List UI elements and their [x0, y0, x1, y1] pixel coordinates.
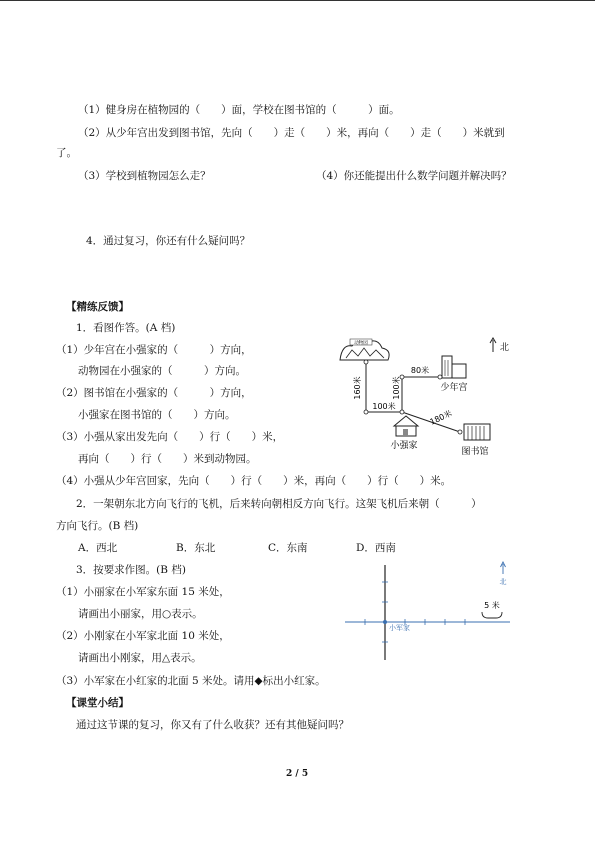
home-label: 小强家	[390, 441, 418, 451]
distance-80: 80米	[410, 366, 430, 375]
review-q2-line2: 了。	[56, 147, 77, 159]
library-icon	[464, 424, 490, 440]
summary-text: 通过这节课的复习，你又有了什么收获？还有其他疑问吗？	[76, 719, 349, 731]
map-diagram-2	[340, 560, 520, 665]
p1-3-line2: 再向（ ）行（ ）米到动物园。	[78, 453, 257, 465]
p3-1-line2: 请画出小丽家，用○表示。	[78, 608, 203, 620]
p2-option-a: A．西北	[78, 542, 118, 554]
p1-2-line1: （2）图书馆在小强家的（ ）方向，	[56, 387, 252, 399]
p1-2-line2: 小强家在图书馆的（ ）方向。	[78, 409, 236, 421]
p3-1-line1: （1）小丽家在小军家东面 15 米处，	[56, 586, 230, 598]
summary-heading: 【课堂小结】	[66, 697, 129, 709]
map-diagram-1	[330, 330, 530, 460]
review-q2-line1: （2）从少年宫出发到图书馆，先向（ ）走（ ）米，再向（ ）走（ ）米就到	[78, 127, 505, 139]
p3-2-line1: （2）小刚家在小军家北面 10 米处，	[56, 630, 230, 642]
north-label: 北	[500, 343, 510, 353]
north-arrow-icon	[490, 338, 496, 352]
origin-label: 小军家	[389, 624, 410, 632]
north-arrow-icon	[501, 562, 506, 574]
house-icon	[394, 416, 418, 436]
p1-1-line1: （1）少年宫在小强家的（ ）方向，	[56, 344, 252, 356]
review-q4: （4）你还能提出什么数学问题并解决吗？	[316, 170, 512, 182]
distance-100-vertical: 100米	[392, 376, 401, 400]
p1-1-line2: 动物园在小强家的（ ）方向。	[78, 365, 246, 377]
p1-3-line1: （3）小强从家出发先向（ ）行（ ）米，	[56, 431, 284, 443]
zoo-label: 动物园	[354, 341, 368, 346]
youth-palace-icon	[442, 356, 466, 378]
youth-palace-label: 少年宫	[440, 383, 468, 393]
p1-title: 1．看图作答。(A 档)	[76, 322, 176, 334]
p3-2-line2: 请画出小刚家，用△表示。	[78, 652, 202, 664]
library-label: 图书馆	[461, 447, 489, 457]
distance-160: 160米	[353, 376, 362, 400]
review-q1: （1）健身房在植物园的（ ）面，学校在图书馆的（ ）面。	[78, 104, 400, 116]
p3-title: 3．按要求作图。(B 档)	[76, 564, 186, 576]
scale-label: 5 米	[484, 601, 500, 610]
p2-line1: 2．一架朝东北方向飞行的飞机，后来转向朝相反方向飞行。这架飞机后来朝（ ）	[76, 498, 482, 510]
header-rule	[0, 0, 595, 1]
review-item4: 4．通过复习，你还有什么疑问吗？	[86, 235, 251, 247]
origin-point	[383, 620, 387, 624]
page-number: 2 / 5	[286, 769, 309, 779]
p2-line2: 方向飞行。(B 档)	[56, 520, 139, 532]
north-label: 北	[499, 578, 507, 586]
p3-3: （3）小军家在小红家的北面 5 米处。请用◆标出小红家。	[56, 675, 326, 687]
practice-heading: 【精练反馈】	[66, 301, 129, 313]
p2-option-c: C．东南	[268, 542, 308, 554]
distance-180: 180米	[428, 408, 454, 427]
distance-100-horizontal: 100米	[372, 402, 396, 411]
scale-bracket	[482, 612, 502, 618]
review-q3: （3）学校到植物园怎么走？	[78, 170, 211, 182]
p2-option-d: D．西南	[356, 542, 396, 554]
p1-4: （4）小强从少年宫回家，先向（ ）行（ ）米，再向（ ）行（ ）米。	[56, 475, 452, 487]
p2-option-b: B．东北	[176, 542, 216, 554]
